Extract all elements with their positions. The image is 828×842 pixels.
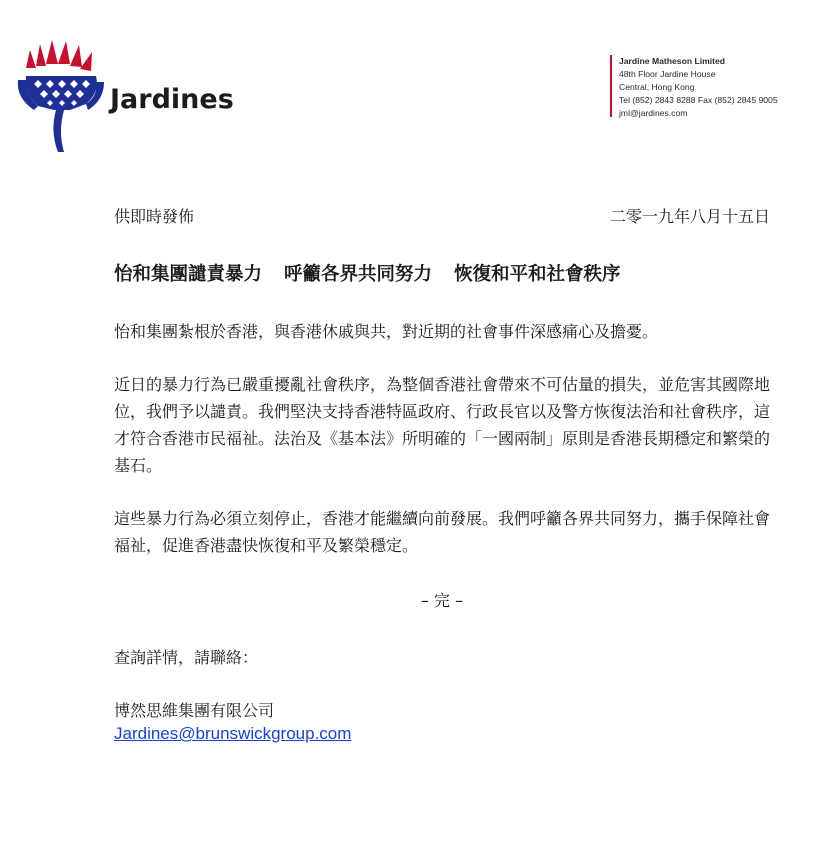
- company-name: Jardine Matheson Limited: [619, 56, 726, 66]
- release-label: 供即時發佈: [114, 207, 195, 226]
- thistle-logo-icon: [16, 36, 106, 154]
- title-part-1: 怡和集團譴責暴力: [114, 264, 263, 285]
- address-line-1: 48th Floor Jardine House: [619, 69, 716, 79]
- paragraph-1: 怡和集團紮根於香港，與香港休戚與共，對近期的社會事件深感痛心及擔憂。: [114, 322, 659, 341]
- company-address-block: [610, 55, 778, 117]
- company-email: jml@jardines.com: [619, 108, 688, 118]
- page-title: [114, 260, 621, 286]
- address-line-2: Central, Hong Kong: [619, 82, 695, 92]
- enquiry-label: 查詢詳情，請聯絡：: [114, 648, 259, 667]
- end-marker: – 完 –: [420, 591, 464, 610]
- title-part-2: 呼籲各界共同努力: [284, 264, 433, 285]
- contact-email-link[interactable]: Jardines@brunswickgroup.com: [114, 724, 352, 743]
- release-date: 二零一九年八月十五日: [609, 207, 770, 226]
- release-dateline: [114, 204, 770, 227]
- contact-company: 博然思維集團有限公司: [114, 701, 275, 720]
- paragraph-3: 這些暴力行為必須立刻停止，香港才能繼續向前發展。我們呼籲各界共同努力，攜手保障社會福祉，促進香港盡快恢復和平及繁榮穩定。: [114, 509, 771, 555]
- paragraph-2: 近日的暴力行為已嚴重擾亂社會秩序，為整個香港社會帶來不可估量的損失，並危害其國際地位，我們予以譴責。我們堅決支持香港特區政府、行政長官以及警方恢復法治和社會秩序，這才符合香港市民福祉。法治及《基本法》所明確的「一國兩制」原則是香港長期穩定和繁榮的基石。: [114, 375, 771, 475]
- title-part-3: 恢復和平和社會秩序: [454, 264, 621, 285]
- brand-name: Jardines: [110, 84, 234, 115]
- phone-fax: Tel (852) 2843 8288 Fax (852) 2845 9005: [619, 95, 778, 105]
- letterhead: [0, 0, 828, 190]
